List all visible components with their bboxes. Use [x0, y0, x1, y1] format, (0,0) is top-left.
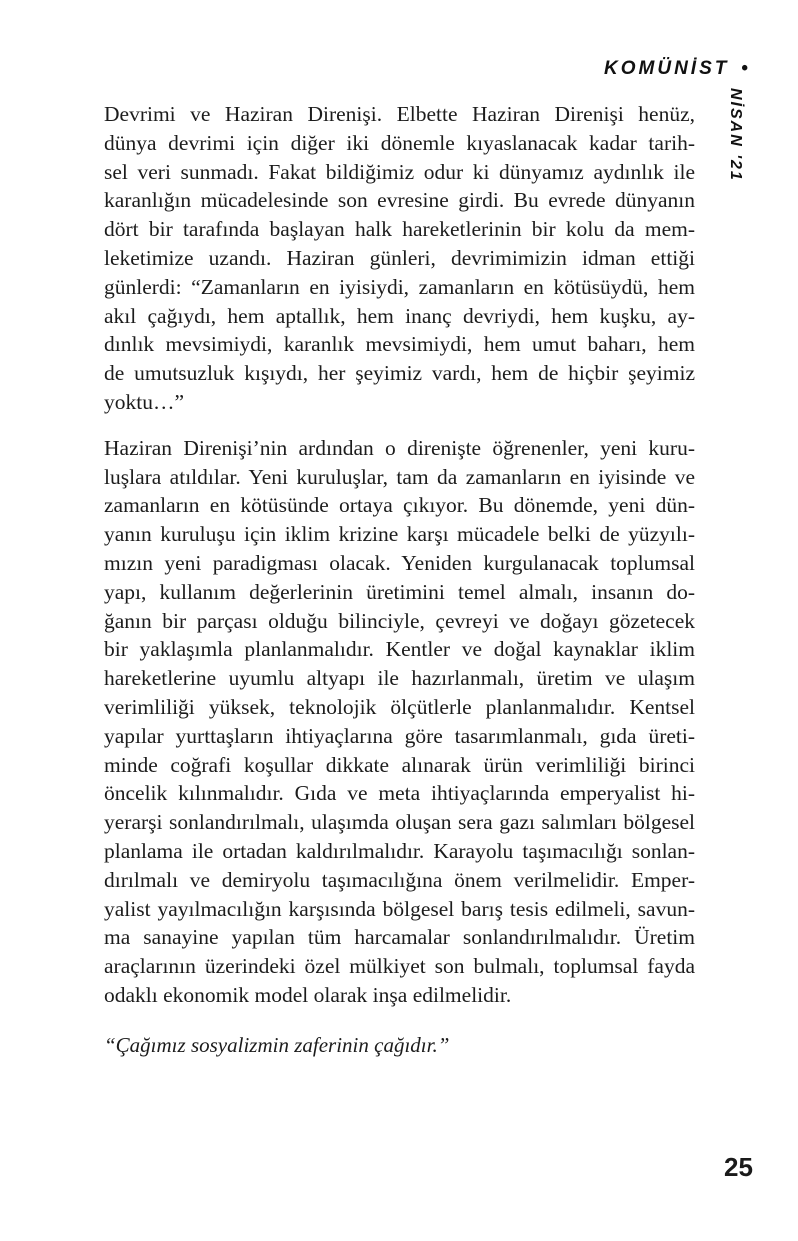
- text-line: ma sanayine yapılan tüm harcamalar sonlandırılmalıdır. Üretim: [104, 925, 695, 950]
- text-line: luşlara atıldılar. Yeni kuruluşlar, tam da zamanların en iyisinde ve: [104, 464, 695, 489]
- text-line: yoktu…”: [104, 389, 185, 414]
- text-line: Devrimi ve Haziran Direnişi. Elbette Haziran Direnişi henüz,: [104, 102, 695, 126]
- page-number: 25: [724, 1152, 753, 1182]
- text-line: Haziran Direnişi’nin ardından o direnişte öğrenenler, yeni kuru-: [104, 435, 695, 460]
- text-line: bir yaklaşımla planlanmalıdır. Kentler ve doğal kaynaklar iklim: [104, 637, 695, 662]
- bullet-separator-icon: •: [741, 58, 748, 79]
- text-line: günlerdi: “Zamanların en iyisiydi, zamanların en kötüsüydü, hem: [104, 274, 695, 299]
- text-line: leketimize uzandı. Haziran günleri, devrimimizin idman ettiği: [104, 245, 695, 270]
- text-line: araçlarının üzerindeki özel mülkiyet son bulmalı, toplumsal fayda: [104, 954, 695, 979]
- text-line: yerarşi sonlandırılmalı, ulaşımda oluşan sera gazı salımları bölgesel: [104, 810, 695, 835]
- text-line: dırılmalı ve demiryolu taşımacılığına önem verilmelidir. Emper-: [104, 867, 695, 892]
- journal-title: KOMÜNİST: [604, 58, 730, 79]
- text-line: yalist yayılmacılığın karşısında bölgesel barış tesis edilmeli, savun-: [104, 896, 695, 921]
- text-line: akıl çağıydı, hem aptallık, hem inanç devriydi, hem kuşku, ay-: [104, 303, 695, 328]
- text-line: minde coğrafi koşullar dikkate alınarak ürün verimliliği birinci: [104, 752, 695, 777]
- text-line: de umutsuzluk kışıydı, her şeyimiz vardı, hem de hiçbir şeyimiz: [104, 361, 695, 386]
- text-line: yapılar yurttaşların ihtiyaçlarına göre tasarımlanmalı, gıda üreti-: [104, 723, 695, 748]
- text-line: “Çağımız sosyalizmin zaferinin çağıdır.”: [104, 1032, 450, 1057]
- text-line: sel veri sunmadı. Fakat bildiğimiz odur ki dünyamız aydınlık ile: [104, 159, 695, 184]
- text-line: ğanın bir parçası olduğu bilinciyle, çevreyi ve doğayı gözetecek: [104, 608, 695, 633]
- text-line: dört bir tarafında başlayan halk hareketlerinin bir kolu da mem-: [104, 217, 695, 242]
- text-line: yanın kuruluşu için iklim krizine karşı mücadele belki de yüzyılı-: [104, 522, 695, 547]
- text-line: öncelik kılınmalıdır. Gıda ve meta ihtiyaçlarında emperyalist hi-: [104, 781, 695, 806]
- text-line: odaklı ekonomik model olarak inşa edilmelidir.: [104, 982, 512, 1007]
- text-line: karanlığın mücadelesinde son evresine girdi. Bu evrede dünyanın: [104, 188, 695, 213]
- text-line: dınlık mevsimiydi, karanlık mevsimiydi, hem umut baharı, hem: [104, 332, 695, 357]
- issue-date-vertical: NİSAN '21: [727, 88, 744, 182]
- text-line: verimliliği yüksek, teknolojik ölçütlerle planlanmalıdır. Kentsel: [104, 694, 695, 719]
- text-line: zamanların en kötüsünde ortaya çıkıyor. Bu dönemde, yeni dün-: [104, 493, 695, 518]
- text-line: mızın yeni paradigması olacak. Yeniden kurgulanacak toplumsal: [104, 550, 695, 575]
- body-text-block: [104, 100, 695, 1077]
- text-line: dünya devrimi için diğer iki dönemle kıyaslanacak kadar tarih-: [104, 130, 695, 155]
- closing-quote: [104, 1031, 695, 1060]
- paragraph-1: [104, 100, 695, 417]
- text-line: hareketlerine uyumlu altyapı ile hazırlanmalı, üretim ve ulaşım: [104, 666, 695, 691]
- paragraph-2: [104, 434, 695, 1010]
- text-line: planlama ile ortadan kaldırılmalıdır. Karayolu taşımacılığı sonlan-: [104, 838, 695, 863]
- running-head: [604, 58, 748, 80]
- text-line: yapı, kullanım değerlerinin üretimini temel almalı, insanın do-: [104, 579, 695, 604]
